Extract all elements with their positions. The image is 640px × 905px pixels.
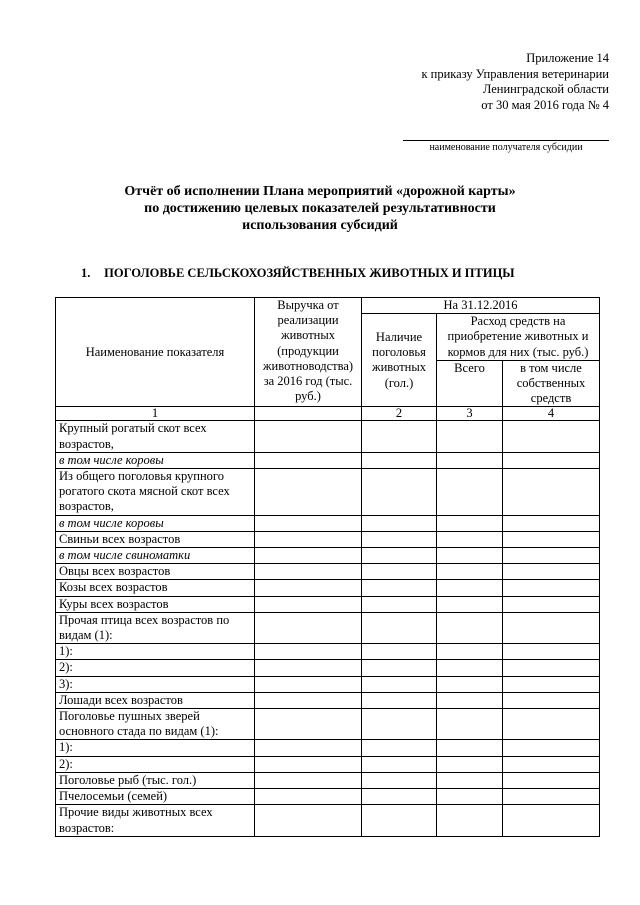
recipient-line: [403, 140, 609, 141]
cell-own-funds[interactable]: [503, 805, 600, 836]
cell-own-funds[interactable]: [503, 596, 600, 612]
cell-own-funds[interactable]: [503, 789, 600, 805]
cell-revenue[interactable]: [255, 692, 362, 708]
table-row: [56, 676, 600, 692]
table-row: [56, 469, 600, 516]
cell-total[interactable]: [437, 692, 503, 708]
header-name: Наименование показателя: [56, 298, 255, 407]
report-title: [0, 183, 640, 234]
cell-own-funds[interactable]: [503, 772, 600, 788]
section-number: 1.: [81, 266, 91, 280]
row-label: Свиньи всех возрастов: [56, 531, 255, 547]
col-number-4: 4: [503, 407, 600, 421]
row-label: Поголовье рыб (тыс. гол.): [56, 772, 255, 788]
table-row: [56, 531, 600, 547]
cell-revenue[interactable]: [255, 564, 362, 580]
cell-revenue[interactable]: [255, 709, 362, 740]
cell-own-funds[interactable]: [503, 612, 600, 643]
cell-stock[interactable]: [362, 548, 437, 564]
cell-total[interactable]: [437, 548, 503, 564]
cell-own-funds[interactable]: [503, 469, 600, 516]
cell-stock[interactable]: [362, 644, 437, 660]
cell-revenue[interactable]: [255, 740, 362, 756]
annex-line-3: Ленинградской области: [482, 82, 609, 97]
cell-own-funds[interactable]: [503, 515, 600, 531]
column-number-row: [56, 407, 600, 421]
cell-revenue[interactable]: [255, 612, 362, 643]
cell-stock[interactable]: [362, 612, 437, 643]
row-label: Из общего поголовья крупного рогатого скота мясной скот всех возрастов,: [56, 469, 255, 516]
table-row: [56, 580, 600, 596]
row-label: 2):: [56, 660, 255, 676]
cell-own-funds[interactable]: [503, 531, 600, 547]
cell-stock[interactable]: [362, 756, 437, 772]
cell-stock[interactable]: [362, 692, 437, 708]
cell-own-funds[interactable]: [503, 660, 600, 676]
col-number-3: 3: [437, 407, 503, 421]
cell-stock[interactable]: [362, 709, 437, 740]
cell-total[interactable]: [437, 564, 503, 580]
cell-revenue[interactable]: [255, 531, 362, 547]
table-row: [56, 772, 600, 788]
cell-total[interactable]: [437, 580, 503, 596]
row-label: Овцы всех возрастов: [56, 564, 255, 580]
cell-revenue[interactable]: [255, 772, 362, 788]
annex-line-1: Приложение 14: [526, 51, 609, 65]
col-number-1: 1: [56, 407, 255, 421]
row-label: Лошади всех возрастов: [56, 692, 255, 708]
row-label: Прочая птица всех возрастов по видам (1):: [56, 612, 255, 643]
row-label: Поголовье пушных зверей основного стада по видам (1):: [56, 709, 255, 740]
cell-revenue[interactable]: [255, 421, 362, 452]
cell-own-funds[interactable]: [503, 676, 600, 692]
row-label: в том числе коровы: [56, 515, 255, 531]
header-date: На 31.12.2016: [362, 298, 600, 314]
cell-total[interactable]: [437, 515, 503, 531]
cell-revenue[interactable]: [255, 756, 362, 772]
cell-total[interactable]: [437, 740, 503, 756]
table-row: [56, 740, 600, 756]
cell-own-funds[interactable]: [503, 564, 600, 580]
table-row: [56, 709, 600, 740]
livestock-table: [55, 297, 600, 837]
cell-own-funds[interactable]: [503, 452, 600, 468]
cell-own-funds[interactable]: [503, 709, 600, 740]
recipient-caption: наименование получателя субсидии: [429, 142, 583, 153]
cell-revenue[interactable]: [255, 469, 362, 516]
annex-block: [421, 51, 609, 113]
row-label: 1):: [56, 740, 255, 756]
cell-total[interactable]: [437, 596, 503, 612]
cell-revenue[interactable]: [255, 644, 362, 660]
row-label: Прочие виды животных всех возрастов:: [56, 805, 255, 836]
cell-total[interactable]: [437, 789, 503, 805]
header-row-1: [56, 298, 600, 314]
cell-total[interactable]: [437, 756, 503, 772]
annex-line-4: от 30 мая 2016 года № 4: [481, 97, 609, 112]
section-heading: [81, 266, 515, 281]
cell-total[interactable]: [437, 772, 503, 788]
cell-stock[interactable]: [362, 789, 437, 805]
cell-own-funds[interactable]: [503, 740, 600, 756]
table-row: [56, 805, 600, 836]
cell-total[interactable]: [437, 676, 503, 692]
title-line-2: по достижению целевых показателей результативности: [144, 201, 496, 216]
cell-stock[interactable]: [362, 596, 437, 612]
cell-stock[interactable]: [362, 740, 437, 756]
row-label: 1):: [56, 644, 255, 660]
row-label: 2):: [56, 756, 255, 772]
cell-total[interactable]: [437, 469, 503, 516]
cell-stock[interactable]: [362, 660, 437, 676]
cell-total[interactable]: [437, 660, 503, 676]
row-label: Куры всех возрастов: [56, 596, 255, 612]
cell-stock[interactable]: [362, 469, 437, 516]
cell-stock[interactable]: [362, 421, 437, 452]
title-line-1: Отчёт об исполнении Плана мероприятий «дорожной карты»: [124, 184, 516, 199]
col-number-blank: [255, 407, 362, 421]
cell-stock[interactable]: [362, 676, 437, 692]
cell-stock[interactable]: [362, 515, 437, 531]
table-row: [56, 660, 600, 676]
cell-total[interactable]: [437, 452, 503, 468]
cell-own-funds[interactable]: [503, 756, 600, 772]
table-row: [56, 515, 600, 531]
col-number-2: 2: [362, 407, 437, 421]
table-row: [56, 692, 600, 708]
cell-own-funds[interactable]: [503, 580, 600, 596]
cell-revenue[interactable]: [255, 580, 362, 596]
cell-revenue[interactable]: [255, 548, 362, 564]
cell-revenue[interactable]: [255, 452, 362, 468]
table-row: [56, 452, 600, 468]
row-label: в том числе коровы: [56, 452, 255, 468]
cell-revenue[interactable]: [255, 805, 362, 836]
header-total: Всего: [437, 360, 503, 407]
header-revenue: Выручка от реализации животных (продукции животноводства) за 2016 год (тыс. руб.): [255, 298, 362, 407]
header-expense: Расход средств на приобретение животных и кормов для них (тыс. руб.): [437, 314, 600, 361]
cell-own-funds[interactable]: [503, 692, 600, 708]
title-line-3: использования субсидий: [242, 218, 398, 233]
table-row: [56, 421, 600, 452]
row-label: Крупный рогатый скот всех возрастов,: [56, 421, 255, 452]
table-row: [56, 596, 600, 612]
cell-own-funds[interactable]: [503, 421, 600, 452]
table-row: [56, 789, 600, 805]
table-row: [56, 644, 600, 660]
cell-revenue[interactable]: [255, 676, 362, 692]
table-row: [56, 756, 600, 772]
table-row: [56, 548, 600, 564]
cell-stock[interactable]: [362, 580, 437, 596]
cell-stock[interactable]: [362, 805, 437, 836]
header-stock: Наличие поголовья животных (гол.): [362, 314, 437, 407]
cell-revenue[interactable]: [255, 596, 362, 612]
cell-total[interactable]: [437, 531, 503, 547]
cell-revenue[interactable]: [255, 515, 362, 531]
cell-stock[interactable]: [362, 564, 437, 580]
section-title: ПОГОЛОВЬЕ СЕЛЬСКОХОЗЯЙСТВЕННЫХ ЖИВОТНЫХ И ПТИЦЫ: [104, 266, 515, 280]
annex-line-2: к приказу Управления ветеринарии: [421, 66, 609, 81]
cell-total[interactable]: [437, 644, 503, 660]
cell-stock[interactable]: [362, 531, 437, 547]
table-row: [56, 612, 600, 643]
cell-own-funds[interactable]: [503, 548, 600, 564]
cell-total[interactable]: [437, 805, 503, 836]
cell-revenue[interactable]: [255, 789, 362, 805]
table-row: [56, 564, 600, 580]
row-label: Пчелосемьи (семей): [56, 789, 255, 805]
cell-own-funds[interactable]: [503, 644, 600, 660]
row-label: 3):: [56, 676, 255, 692]
cell-total[interactable]: [437, 421, 503, 452]
cell-stock[interactable]: [362, 772, 437, 788]
row-label: в том числе свиноматки: [56, 548, 255, 564]
cell-revenue[interactable]: [255, 660, 362, 676]
row-label: Козы всех возрастов: [56, 580, 255, 596]
cell-total[interactable]: [437, 709, 503, 740]
cell-total[interactable]: [437, 612, 503, 643]
header-including: в том числе собственных средств: [503, 360, 600, 407]
cell-stock[interactable]: [362, 452, 437, 468]
